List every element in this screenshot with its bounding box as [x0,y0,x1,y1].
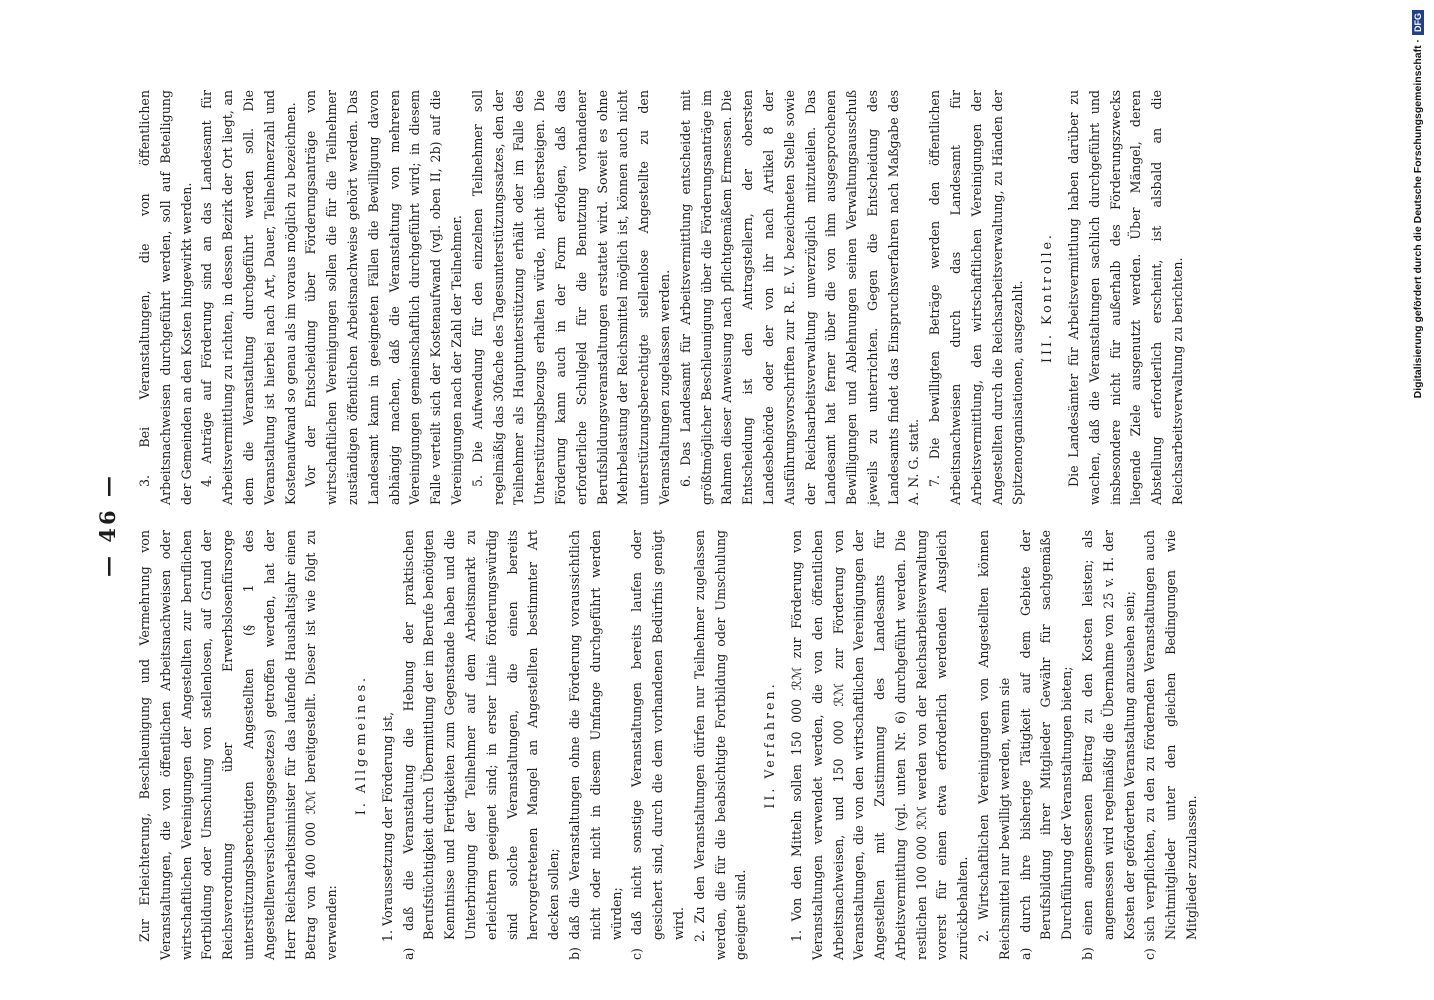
list-item: b) einen angemessenen Beitrag zu den Kosten leisten; als angemessen wird regelmäßig die Übernahme von 25 v. H. der Kosten der geförderten Veranstaltung anzusehen sein; [1080,530,1137,960]
paragraph: Vor der Entscheidung über Förderungsanträge von wirtschaftlichen Vereinigungen sollen die für die Teilnehmer zuständigen öffentlichen Arbeitsnachweise gehört werden. Das Landesamt kann in geeigneten Fällen die Bewilligung davon abhängig machen, daß die Veranstaltung von mehreren Vereinigungen gemeinschaftlich durchgeführt wird; in diesem Falle verteilt sich der Kostenaufwand (vgl. oben II, 2b) auf die Vereinigungen nach der Zahl der Teilnehmer. [303,90,464,505]
paragraph: 2. Zu den Veranstaltungen dürfen nur Teilnehmer zugelassen werden, die für die beabsichtigte Fortbildung oder Umschulung geeignet sind. [691,530,749,960]
section-heading-control: III. Kontrolle. [1039,232,1055,363]
paragraph: 2. Wirtschaftlichen Vereinigungen von Angestellten können Reichsmittel nur bewilligt werden, wenn sie [976,530,1012,960]
scanned-page [95,90,1200,960]
footer-text: Digitalisierung gefördert durch die Deutsche Forschungsgemeinschaft · [1412,39,1424,399]
digitization-footer [1409,10,1427,990]
paragraph: 5. Die Aufwendung für den einzelnen Teilnehmer soll regelmäßig das 30fache des Tagesunterstützungssatzes, den der Teilnehmer als Hauptunterstützung erhält oder im Falle des Unterstützungsbezugs erhalten würde, nicht übersteigen. Die Förderung kann auch in der Form erfolgen, daß das erforderliche Schulgeld für die Benutzung vorhandener Berufsbildungsveranstaltungen erstattet wird. Soweit es ohne Mehrbelastung der Reichsmittel möglich ist, können auch nicht unterstützungsberechtigte stellenlose Angestellte zu den Veranstaltungen zugelassen werden. [469,90,672,505]
list-item: a) daß die Veranstaltung die Hebung der praktischen Berufstüchtigkeit durch Übermittlung der im Berufe benötigten Kenntnisse und Fertigkeiten zum Gegenstande haben und die Unterbringung der Teilnehmer auf dem Arbeitsmarkt zu erleichtern geeignet sind; in erster Linie förderungswürdig sind solche Veranstaltungen, die einen bereits hervorgetretenen Mangel an Angestellten bestimmter Art decken sollen; [400,530,562,960]
list-item: c) sich verpflichten, zu den zu fördernden Veranstaltungen auch Nichtmitglieder unter den gleichen Bedingungen wie Mitglieder zuzulassen. [1142,530,1200,960]
paragraph: 6. Das Landesamt für Arbeitsvermittlung entscheidet mit größtmöglicher Beschleunigung über die Förderungsanträge im Rahmen dieser Anweisung nach pflichtgemäßem Ermessen. Die Entscheidung ist den Antragstellern, der obersten Landesbehörde oder der von ihr nach Artikel 8 der Ausführungsvorschriften zur R. E. V. bezeichneten Stelle sowie der Reichsarbeitsverwaltung unverzüglich mitzuteilen. Das Landesamt hat ferner über die von ihm ausgesprochenen Bewilligungen und Ablehnungen seinen Verwaltungsausschuß jeweils zu unterrichten. Gegen die Entscheidung des Landesamts findet das Einspruchsverfahren nach Maßgabe des A. N. G. statt. [677,90,922,505]
list-item: a) durch ihre bisherige Tätigkeit auf dem Gebiete der Berufsbildung ihrer Mitglieder Gewähr für sachgemäße Durchführung der Veranstaltungen bieten; [1017,530,1075,960]
paragraph: 4. Anträge auf Förderung sind an das Landesamt für Arbeitsvermittlung zu richten, in dessen Bezirk der Ort liegt, an dem die Veranstaltung durchgeführt werden soll. Die Veranstaltung ist hierbei nach Art, Dauer, Teilnehmerzahl und Kostenaufwand so genau als im voraus möglich zu bezeichnen. [199,90,298,505]
paragraph: 1. Voraussetzung der Förderung ist, [379,711,395,942]
dfg-logo: DFG [1412,10,1424,35]
left-column [135,530,1203,960]
paragraph: 3. Bei Veranstaltungen, die von öffentlichen Arbeitsnachweisen durchgeführt werden, soll auf Beteiligung der Gemeinden an den Kosten hingewirkt werden. [137,90,194,505]
section-heading-general: I. Allgemeines. [352,674,368,816]
list-item: b) daß die Veranstaltungen ohne die Förderung voraussichtlich nicht oder nicht in diesem Umfange durchgeführt werden würden; [566,530,624,960]
paragraph: 7. Die bewilligten Beträge werden den öffentlichen Arbeitsnachweisen durch das Landesamt für Arbeitsvermittlung, den wirtschaftlichen Vereinigungen der Angestellten durch die Reichsarbeitsverwaltung, zu Händen der Spitzenorganisationen, ausgezahlt. [927,90,1026,505]
paragraph: 1. Von den Mitteln sollen 150 000 ℛℳ zur Förderung von Veranstaltungen verwendet werden, die von den öffentlichen Arbeitsnachweisen, und 150 000 ℛℳ zur Förderung von Veranstaltungen, die von den wirtschaftlichen Vereinigungen der Angestellten mit Zustimmung des Landesamts für Arbeitsvermittlung (vgl. unten Nr. 6) durchgeführt werden. Die restlichen 100 000 ℛℳ werden von der Reichsarbeitsverwaltung vorerst für einen etwa erforderlich werdenden Ausgleich zurückbehalten. [788,530,971,960]
intro-paragraph: Zur Erleichterung, Beschleunigung und Vermehrung von Veranstaltungen, die von öffentlichen Arbeitsnachweisen oder wirtschaftlichen Vereinigungen der Angestellten zur beruflichen Fortbildung oder Umschulung von stellenlosen, auf Grund der Reichsverordnung über Erwerbslosenfürsorge unterstützungsberechtigten Angestellten (§ 1 des Angestelltenversicherungsgesetzes) getroffen werden, hat der Herr Reichsarbeitsminister für das laufende Haushaltsjahr einen Betrag von 400 000 ℛℳ bereitgestellt. Dieser ist wie folgt zu verwenden: [137,530,340,960]
list-item: c) daß nicht sonstige Veranstaltungen bereits laufen oder gesichert sind, durch die dem vorhandenen Bedürfnis genügt wird. [629,530,686,960]
paragraph: Die Landesämter für Arbeitsvermittlung haben darüber zu wachen, daß die Veranstaltungen sachlich durchgeführt und insbesondere nicht für außerhalb des Förderungszwecks liegende Ziele ausgenutzt werden. Über Mängel, deren Abstellung erforderlich erscheint, ist alsbald an die Reichsarbeitsverwaltung zu berichten. [1066,90,1186,505]
right-column [135,90,1189,505]
section-heading-procedure: II. Verfahren. [762,681,778,809]
page-number: — 46 — [95,473,120,577]
